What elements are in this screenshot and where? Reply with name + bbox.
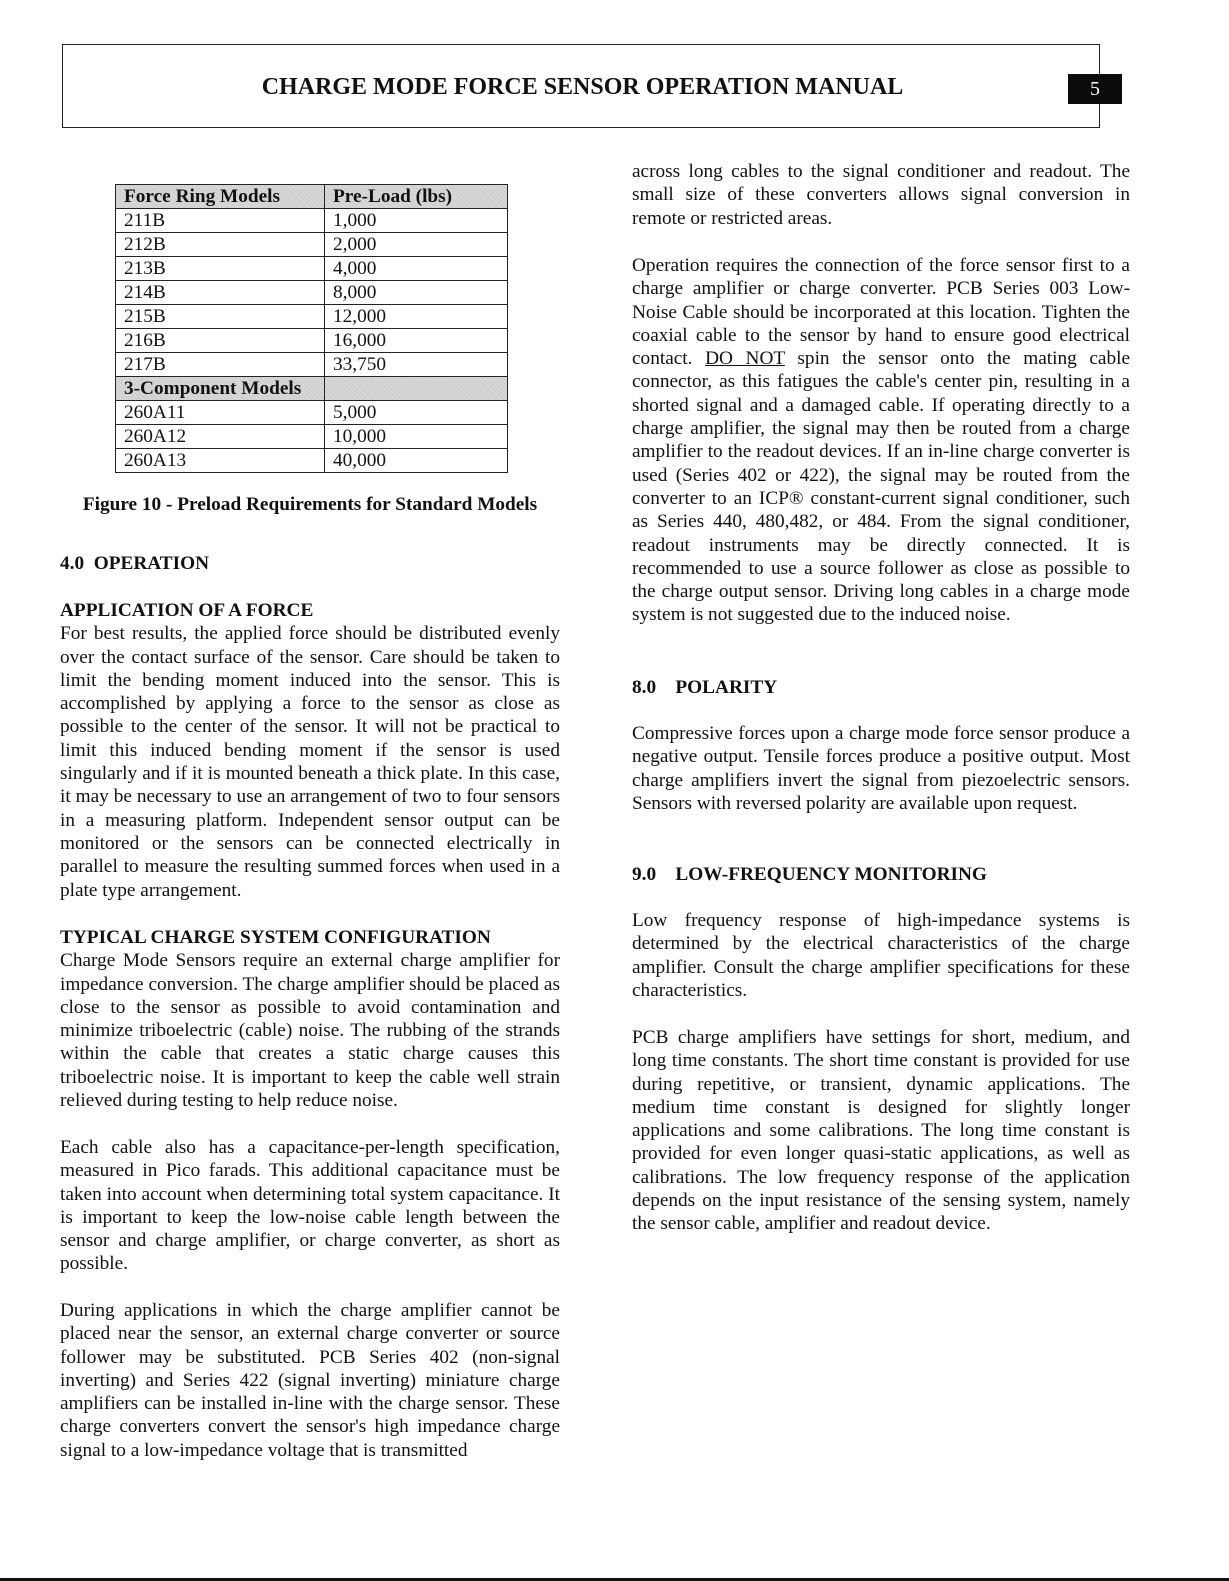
page-title: CHARGE MODE FORCE SENSOR OPERATION MANUAL <box>261 74 904 100</box>
paragraph-across: across long cables to the signal conditioner and readout. The small size of these converters allows signal conversion in remote or restricted areas. <box>632 161 1130 229</box>
table-cell: 1,000 <box>325 209 508 233</box>
table-cell: 33,750 <box>325 353 508 377</box>
table-row <box>116 209 508 233</box>
table-row <box>116 281 508 305</box>
section-heading-polarity: 8.0 POLARITY <box>632 677 778 698</box>
table-row <box>116 329 508 353</box>
table-cell: 5,000 <box>325 401 508 425</box>
table-cell: 2,000 <box>325 233 508 257</box>
table-cell: 213B <box>116 257 325 281</box>
table-cell: 215B <box>116 305 325 329</box>
table-row <box>116 425 508 449</box>
table-cell: 260A11 <box>116 401 325 425</box>
subheading-typical-config: TYPICAL CHARGE SYSTEM CONFIGURATION <box>60 927 491 948</box>
table-cell: 216B <box>116 329 325 353</box>
paragraph-cable: Each cable also has a capacitance-per-length specification, measured in Pico farads. This additional capacitance must be taken into account when determining total system capacitance. It is important to keep the low-noise cable length between the sensor and charge amplifier, or charge converter, as short as possible. <box>60 1137 560 1275</box>
application-section <box>60 599 560 902</box>
table-subheader-cell: 3-Component Models <box>116 377 325 401</box>
table-cell: 212B <box>116 233 325 257</box>
page-number: 5 <box>1068 74 1122 104</box>
table-subheader-row <box>116 377 508 401</box>
paragraph-low-frequency-2: PCB charge amplifiers have settings for short, medium, and long time constants. The short time constant is provided for use during repetitive, or transient, dynamic applications. The medium time constant is designed for slightly longer applications and some calibrations. The long time constant is provided for even longer quasi-static applications, as well as calibrations. The low frequency response of the application depends on the input resistance of the sensing system, namely the sensor cable, amplifier and readout device. <box>632 1027 1130 1235</box>
paragraph-operation-part1: Operation requires the connection of the force sensor first to a charge amplifier or charge converter. PCB Series 003 Low-Noise Cable should be incorporated at this location. Tighten the coaxial cable to the sensor by hand to ensure good electrical contact. <box>632 255 1130 370</box>
table-cell: 260A13 <box>116 449 325 473</box>
typical-config-section <box>60 926 560 1112</box>
table-row <box>116 233 508 257</box>
preload-table <box>115 184 508 473</box>
table-header-row <box>116 185 508 209</box>
paragraph-operation <box>632 254 1130 627</box>
table-cell: 10,000 <box>325 425 508 449</box>
table-row <box>116 401 508 425</box>
paragraph-low-frequency-1: Low frequency response of high-impedance systems is determined by the electrical characteristics of the charge amplifier. Consult the charge amplifier specifications for these characteristics. <box>632 910 1130 1001</box>
table-cell: 16,000 <box>325 329 508 353</box>
table-cell: 4,000 <box>325 257 508 281</box>
paragraph-typical-config: Charge Mode Sensors require an external charge amplifier for impedance conversion. The charge amplifier should be placed as close to the sensor as possible to avoid contamination and minimize triboelectric (cable) noise. The rubbing of the strands within the cable that creates a static charge causes this triboelectric noise. It is important to keep the cable well strain relieved during testing to help reduce noise. <box>60 950 560 1112</box>
table-subheader-cell <box>325 377 508 401</box>
table-cell: 211B <box>116 209 325 233</box>
table-cell: 214B <box>116 281 325 305</box>
table-cell: 260A12 <box>116 425 325 449</box>
paragraph-polarity: Compressive forces upon a charge mode force sensor produce a negative output. Tensile forces produce a positive output. Most charge amplifiers invert the signal from piezoelectric sensors. Sensors with reversed polarity are available upon request. <box>632 723 1130 814</box>
table-header-cell: Pre-Load (lbs) <box>325 185 508 209</box>
paragraph-during: During applications in which the charge amplifier cannot be placed near the sensor, an external charge converter or source follower may be substituted. PCB Series 402 (non-signal inverting) and Series 422 (signal inverting) miniature charge amplifiers can be installed in-line with the charge sensor. These charge converters convert the sensor's high impedance charge signal to a low-impedance voltage that is transmitted <box>60 1300 560 1461</box>
table-row <box>116 353 508 377</box>
paragraph-operation-part2: spin the sensor onto the mating cable connector, as this fatigues the cable's center pin, resulting in a shorted signal and a damaged cable. If operating directly to a charge amplifier, the signal may then be routed from a charge amplifier to the readout devices. If an in-line charge converter is used (Series 402 or 422), the signal may be routed from the converter to an ICP® constant-current signal conditioner, such as Series 440, 480,482, or 484. From the signal conditioner, readout instruments may be directly connected. It is recommended to use a source follower as close as possible to the charge output sensor. Driving long cables in a charge mode system is not suggested due to the induced noise. <box>632 348 1131 626</box>
table-cell: 8,000 <box>325 281 508 305</box>
table-cell: 12,000 <box>325 305 508 329</box>
table-row <box>116 257 508 281</box>
figure-caption: Figure 10 - Preload Requirements for Standard Models <box>82 494 538 515</box>
table-row <box>116 305 508 329</box>
section-heading-operation: 4.0 OPERATION <box>60 553 210 574</box>
table-cell: 217B <box>116 353 325 377</box>
paragraph-application: For best results, the applied force should be distributed evenly over the contact surface of the sensor. Care should be taken to limit the bending moment induced into the sensor. This is accomplished by applying a force to the sensor as close as possible to the center of the sensor. It will not be practical to limit this induced bending moment if the sensor is used singularly and if it is mounted beneath a thick plate. In this case, it may be necessary to use an arrangement of two to four sensors in a measuring platform. Independent sensor output can be monitored or the sensors can be connected electrically in parallel to measure the resulting summed forces when used in a plate type arrangement. <box>60 623 560 901</box>
table-row <box>116 449 508 473</box>
subheading-application: APPLICATION OF A FORCE <box>60 600 314 621</box>
section-heading-low-frequency: 9.0 LOW-FREQUENCY MONITORING <box>632 864 987 885</box>
table-cell: 40,000 <box>325 449 508 473</box>
table-header-cell: Force Ring Models <box>116 185 325 209</box>
do-not-emphasis: DO NOT <box>705 348 785 370</box>
